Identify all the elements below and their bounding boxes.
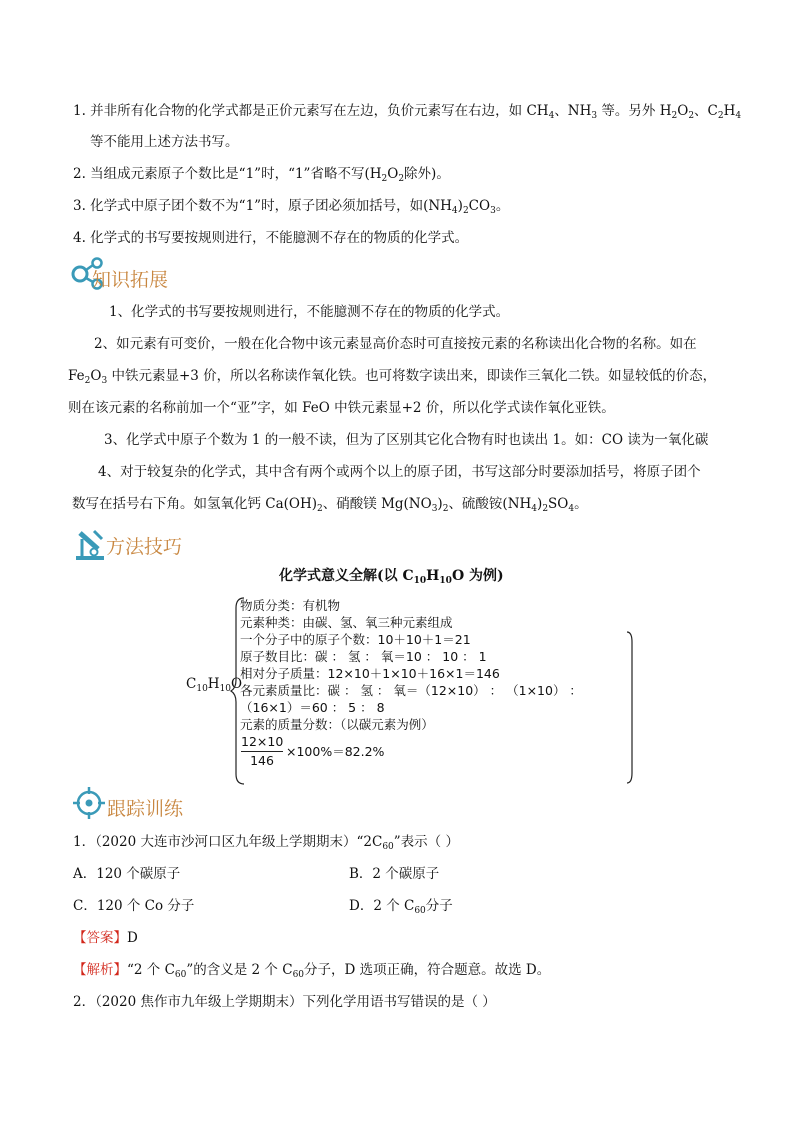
note-1-line-2: 等不能用上述方法书写。	[90, 134, 239, 150]
question-2: 2．（2020 焦作市九年级上学期期末）下列化学用语书写错误的是（ ）	[73, 994, 496, 1010]
option-a: A．120 个碳原子	[73, 866, 181, 882]
method-row-mass-ratio: 各元素质量比：碳 ： 氢 ： 氧＝（12×10） ： （1×10） ：	[240, 683, 582, 698]
fraction-numerator: 12×10	[241, 734, 284, 749]
note-4: 4. 化学式的书写要按规则进行，不能臆测不存在的物质的化学式。	[73, 230, 469, 246]
section-title-method: 方法技巧	[106, 536, 183, 558]
method-row-atom-ratio: 原子数目比：碳 ： 氢 ： 氧＝10 ： 10 ： 1	[240, 649, 487, 664]
fraction-result: ×100%＝82.2%	[286, 744, 385, 759]
method-title: 化学式意义全解(以 $C_{10}H_{10}O$ 为例)	[279, 568, 504, 586]
method-row-mass-fraction: 元素的质量分数：（以碳元素为例）	[240, 717, 434, 732]
method-row-elements: 元素种类：由碳、氢、氧三种元素组成	[240, 615, 453, 630]
answer-label: 【答案】	[73, 930, 127, 946]
analysis-label: 【解析】	[73, 962, 127, 978]
option-c: C．120 个 Co 分子	[73, 898, 195, 914]
knowledge-2-line-3: 则在该元素的名称前加一个“亚”字，如 FeO 中铁元素显+2 价，所以化学式读作氧化亚铁。	[68, 400, 615, 416]
knowledge-3: 3、化学式中原子个数为 1 的一般不读，但为了区别其它化合物有时也读出 1。如：CO 读为一氧化碳	[104, 432, 709, 448]
right-brace	[624, 630, 636, 785]
answer: 【答案】D	[73, 930, 138, 946]
note-2: 2. 当组成元素原子个数比是“1”时，“1”省略不写($H_2O_2$除外)。	[73, 166, 450, 184]
question-1: 1．（2020 大连市沙河口区九年级上学期期末）“$2C_{60}$”表示（ ）	[73, 834, 459, 852]
note-1-line-1: 1. 并非所有化合物的化学式都是正价元素写在左边，负价元素写在右边，如 $CH_4$、$NH_3$ 等。另外 $H_2O_2$、$C_2H_4$	[73, 103, 742, 121]
method-row-molecular-mass: 相对分子质量：12×10＋1×10＋16×1＝146	[240, 666, 500, 681]
method-row-atom-count: 一个分子中的原子个数：10＋10＋1＝21	[240, 632, 471, 647]
fraction-denominator: 146	[250, 753, 274, 768]
option-b: B．2 个碳原子	[349, 866, 440, 882]
knowledge-4-line-1: 4、对于较复杂的化学式，其中含有两个或两个以上的原子团，书写这部分时要添加括号，将原子团个	[98, 464, 701, 480]
section-title-knowledge: 知识拓展	[92, 269, 169, 291]
method-row-classification: 物质分类：有机物	[240, 598, 341, 613]
knowledge-2-line-2: $Fe_2O_3$ 中铁元素显+3 价，所以名称读作氧化铁。也可将数字读出来，即读作三氧化二铁。如显较低的价态，	[68, 368, 717, 386]
note-3: 3. 化学式中原子团个数不为“1”时，原子团必须加括号，如$(NH_4)_2CO_3$。	[73, 198, 510, 216]
knowledge-1: 1、化学式的书写要按规则进行，不能臆测不存在的物质的化学式。	[109, 304, 510, 320]
fraction-bar	[241, 751, 283, 752]
method-formula: $C_{10}H_{10}O$	[186, 676, 243, 694]
analysis: 【解析】“2 个 $C_{60}$”的含义是 2 个 $C_{60}$分子，D 选项正确，符合题意。故选 D。	[73, 962, 551, 980]
knowledge-4-line-2: 数写在括号右下角。如氢氧化钙 $Ca(OH)_2$、硝酸镁 $Mg(NO_3)_2$、硫酸铵$(NH_4)_2SO_4$。	[72, 496, 588, 514]
method-row-mass-ratio-cont: （16×1）＝60 ： 5 ： 8	[240, 700, 385, 715]
section-title-practice: 跟踪训练	[107, 798, 184, 820]
target-icon	[72, 786, 106, 820]
option-d: D．2 个 $C_{60}$分子	[349, 898, 453, 916]
microscope-icon	[70, 525, 110, 563]
knowledge-2-line-1: 2、如元素有可变价，一般在化合物中该元素显高价态时可直接按元素的名称读出化合物的名称。如在	[94, 336, 697, 352]
